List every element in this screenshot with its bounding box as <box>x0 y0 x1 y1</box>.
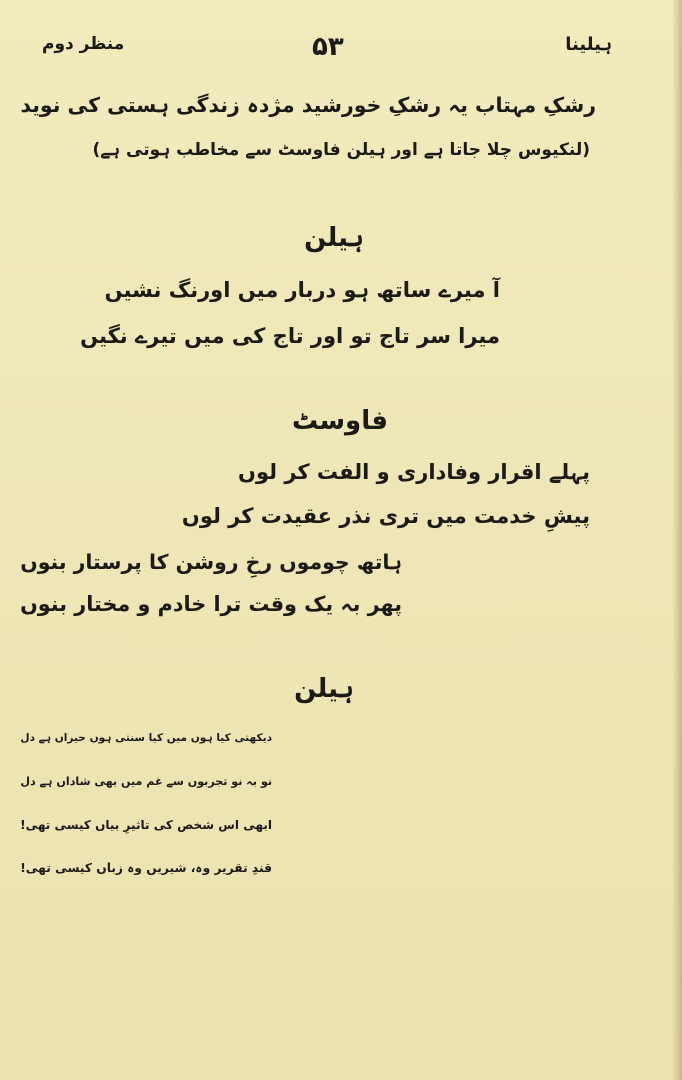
verse-line: میرا سر تاج تو اور تاج کی میں تیرے نگیں <box>80 324 500 348</box>
speaker-name: ہیلن <box>304 223 364 253</box>
header-book-title: ہیلینا <box>565 34 612 55</box>
verse-line: ہاتھ چوموں رخِ روشن کا پرستار بنوں <box>20 550 402 574</box>
page-edge-shadow <box>672 0 682 1080</box>
speaker-name: فاوسٹ <box>291 406 388 436</box>
verse-line: دیکھتی کیا ہوں میں کیا سنتی ہوں حیراں ہے دل <box>20 732 272 744</box>
verse-line: پہلے اقرار وفاداری و الفت کر لوں <box>238 460 590 484</box>
verse-line: قندِ تقریر وہ، شیریں وہ زباں کیسی تھی! <box>20 861 272 875</box>
verse-line: رشکِ مہتاب یہ رشکِ خورشید مژدہ زندگی ہستی کی نوید <box>20 93 596 117</box>
verse-line: پھر بہ یک وقت ترا خادم و مختار بنوں <box>20 592 402 616</box>
verse-line: پیشِ خدمت میں تری نذر عقیدت کر لوں <box>181 504 590 528</box>
verse-line: ابھی اس شخص کی تاثیرِ بیاں کیسی تھی! <box>20 818 272 832</box>
speaker-name: ہیلن <box>294 674 354 704</box>
page-number: ۵۳ <box>312 32 344 62</box>
verse-line: نو بہ نو تجربوں سے غم میں بھی شاداں ہے دل <box>20 775 272 788</box>
stage-direction: (لنکیوس چلا جاتا ہے اور ہیلن فاوسٹ سے مخاطب ہوتی ہے) <box>92 140 590 160</box>
verse-line: آ میرے ساتھ ہو دربار میں اورنگ نشیں <box>104 278 500 302</box>
header-section-title: منظر دوم <box>42 34 125 54</box>
